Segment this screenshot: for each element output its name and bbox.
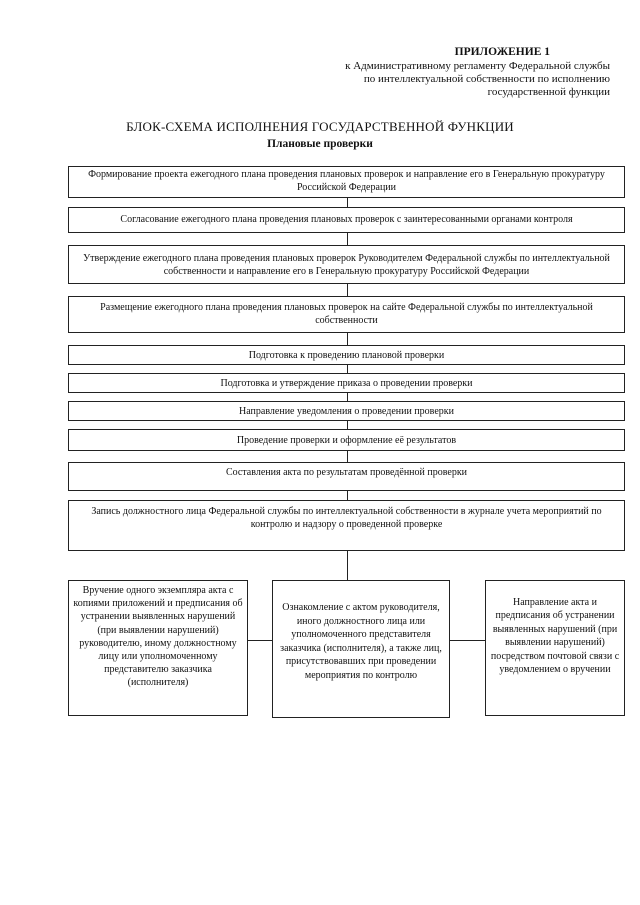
- connector-line: [347, 392, 348, 401]
- connector-line: [347, 550, 348, 580]
- branch-connector-right: [450, 640, 485, 641]
- connector-line: [347, 420, 348, 429]
- connector-line: [347, 450, 348, 462]
- branch-box-center: Ознакомление с актом руководителя, иного должностного лица или уполномоченного представителя заказчика (исполнителя), а также лиц, присутствовавших при проведении мероприятия по контролю: [272, 580, 450, 718]
- flow-step-2: Согласование ежегодного плана проведения плановых проверок с заинтересованными органами контроля: [68, 207, 625, 233]
- branch-connector-left: [248, 640, 272, 641]
- connector-line: [347, 364, 348, 373]
- flow-step-7: Направление уведомления о проведении проверки: [68, 401, 625, 421]
- branch-box-right: Направление акта и предписания об устранении выявленных нарушений (при выявлении нарушений) посредством почтовой связи с уведомлением о вручении: [485, 580, 625, 716]
- connector-line: [347, 490, 348, 500]
- flow-step-3: Утверждение ежегодного плана проведения плановых проверок Руководителем Федеральной службы по интеллектуальной собственности и направление его в Генеральную прокуратуру Российской Федерации: [68, 245, 625, 284]
- connector-line: [347, 197, 348, 207]
- flow-step-1: Формирование проекта ежегодного плана проведения плановых проверок и направление его в Генеральную прокуратуру Российской Федерации: [68, 166, 625, 198]
- flow-step-9: Составления акта по результатам проведённой проверки: [68, 462, 625, 491]
- connector-line: [347, 332, 348, 345]
- diagram-title: БЛОК-СХЕМА ИСПОЛНЕНИЯ ГОСУДАРСТВЕННОЙ ФУНКЦИИ: [126, 119, 514, 134]
- diagram-subtitle: Плановые проверки: [267, 138, 373, 150]
- appendix-title: ПРИЛОЖЕНИЕ 1: [454, 46, 550, 58]
- flow-step-10: Запись должностного лица Федеральной службы по интеллектуальной собственности в журнале учета мероприятий по контролю и надзору о проведенной проверке: [68, 500, 625, 551]
- branch-box-left: Вручение одного экземпляра акта с копиями приложений и предписания об устранении выявленных нарушений (при выявлении нарушений) руководителю, иному должностному лицу или уполномоченному представителю заказчика (исполнителя): [68, 580, 248, 716]
- flow-step-6: Подготовка и утверждение приказа о проведении проверки: [68, 373, 625, 393]
- flow-step-4: Размещение ежегодного плана проведения плановых проверок на сайте Федеральной службы по интеллектуальной собственности: [68, 296, 625, 333]
- flow-step-8: Проведение проверки и оформление её результатов: [68, 429, 625, 451]
- flow-step-5: Подготовка к проведению плановой проверки: [68, 345, 625, 365]
- connector-line: [347, 232, 348, 245]
- connector-line: [347, 283, 348, 296]
- appendix-text: к Административному регламенту Федеральной службы по интеллектуальной собственности по исполнению государственной функции: [345, 60, 610, 98]
